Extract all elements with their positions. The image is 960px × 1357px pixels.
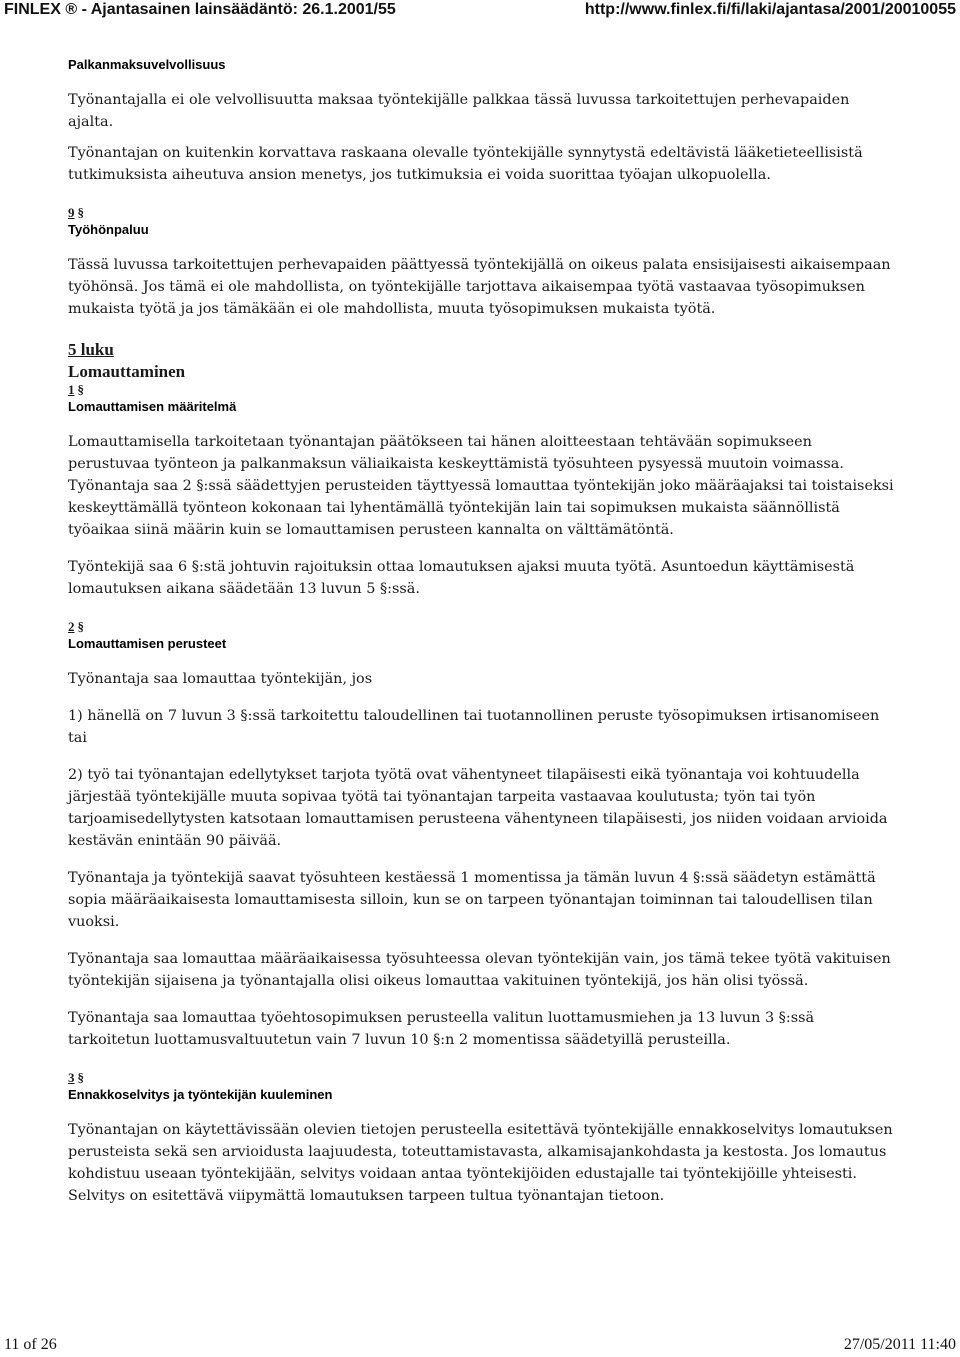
- section-9-link[interactable]: 9 §: [68, 205, 84, 220]
- section-9-title: Työhönpaluu: [68, 222, 149, 237]
- paragraph: Tässä luvussa tarkoitettujen perhevapaiden päättyessä työntekijällä on oikeus palata ensisijaisesti aikaisempaan työhönsä. Jos tämä ei ole mahdollista, on työntekijälle tarjottava aikaisempaa työtä vastaavaa työsopimuksen mukaista työtä ja jos tämäkään ei ole mahdollista, muuta työsopimuksen mukaista työtä.: [68, 257, 891, 317]
- print-timestamp: 27/05/2011 11:40: [843, 1336, 956, 1353]
- section-1-title: Lomauttamisen määritelmä: [68, 399, 237, 414]
- section-3-link[interactable]: 3 §: [68, 1070, 84, 1085]
- paragraph: Työnantajan on kuitenkin korvattava raskaana olevalle työntekijälle synnytystä edeltävistä lääketieteellisistä tutkimuksista aiheutuva ansion menetys, jos tutkimuksia ei voida suorittaa työajan ulkopuolella.: [68, 145, 863, 183]
- paragraph: Työnantaja ja työntekijä saavat työsuhteen kestäessä 1 momentissa ja tämän luvun 4 §:ssä säädetyn estämättä sopia määräaikaisesta lomauttamisesta silloin, kun se on tarpeen työnantajan toiminnan tai taloudellisen tilan vuoksi.: [68, 870, 876, 930]
- paragraph: 2) työ tai työnantajan edellytykset tarjota työtä ovat vähentyneet tilapäisesti eikä työnantaja voi kohtuudella järjestää työntekijälle muuta sopivaa työtä tai työnantajan tarpeita vastaavaa koulutusta; työn tai työn tarjoamisedellytysten katsotaan lomauttamisen perusteena vähentyneen tilapäisesti, jos niiden voidaan arvioida kestävän enintään 90 päivää.: [68, 767, 888, 849]
- section-1-link[interactable]: 1 §: [68, 382, 84, 397]
- document-body: [68, 56, 894, 1207]
- paragraph: Työnantajalla ei ole velvollisuutta maksaa työntekijälle palkkaa tässä luvussa tarkoitettujen perhevapaiden ajalta.: [68, 92, 850, 130]
- heading-palkanmaksuvelvollisuus: Palkanmaksuvelvollisuus: [68, 57, 226, 72]
- header-url[interactable]: http://www.finlex.fi/fi/laki/ajantasa/2001/20010055: [584, 1, 956, 18]
- paragraph: Työnantajan on käytettävissään olevien tietojen perusteella esitettävä työntekijälle ennakkoselvitys lomautuksen perusteista sekä sen arvioidusta laajuudesta, toteuttamistavasta, alkamisajankohdasta ja kestosta. Jos lomautus kohdistuu useaan työntekijään, selvitys voidaan antaa työntekijöiden edustajalle tai työntekijöille yhteisesti. Selvitys on esitettävä viipymättä lomautuksen tarpeen tultua työnantajan tietoon.: [68, 1122, 893, 1204]
- chapter-5-link[interactable]: 5 luku: [68, 340, 114, 359]
- paragraph: Työnantaja saa lomauttaa työntekijän, jos: [68, 671, 373, 687]
- page-counter: 11 of 26: [4, 1336, 57, 1353]
- chapter-title: Lomauttaminen: [68, 362, 186, 381]
- section-2-title: Lomauttamisen perusteet: [68, 636, 227, 651]
- paragraph: Työnantaja saa lomauttaa määräaikaisessa työsuhteessa olevan työntekijän vain, jos tämä tekee työtä vakituisen työntekijän sijaisena ja työnantajalla olisi oikeus lomauttaa vakituinen työntekijä, jos hän olisi työssä.: [68, 951, 891, 989]
- header-title: FINLEX ® - Ajantasainen lainsäädäntö: 26.1.2001/55: [4, 1, 396, 18]
- section-3-title: Ennakkoselvitys ja työntekijän kuuleminen: [68, 1087, 333, 1102]
- paragraph: Lomauttamisella tarkoitetaan työnantajan päätökseen tai hänen aloitteestaan tehtävään sopimukseen perustuvaa työnteon ja palkanmaksun väliaikaista keskeyttämistä työsuhteen pysyessä muutoin voimassa. Työnantaja saa 2 §:ssä säädettyjen perusteiden täyttyessä lomauttaa työntekijän joko määräajaksi tai toistaiseksi keskeyttämällä työnteon kokonaan tai lyhentämällä työntekijän lain tai sopimuksen mukaista säännöllistä työaikaa siinä määrin kuin se lomauttamisen perusteen kannalta on välttämätöntä.: [68, 434, 894, 538]
- paragraph: 1) hänellä on 7 luvun 3 §:ssä tarkoitettu taloudellinen tai tuotannollinen peruste työsopimuksen irtisanomiseen tai: [68, 708, 880, 746]
- section-2-link[interactable]: 2 §: [68, 619, 84, 634]
- paragraph: Työntekijä saa 6 §:stä johtuvin rajoituksin ottaa lomautuksen ajaksi muuta työtä. Asuntoedun käyttämisestä lomautuksen aikana säädetään 13 luvun 5 §:ssä.: [68, 559, 855, 597]
- paragraph: Työnantaja saa lomauttaa työehtosopimuksen perusteella valitun luottamusmiehen ja 13 luvun 3 §:ssä tarkoitetun luottamusvaltuutetun vain 7 luvun 10 §:n 2 momentissa säädetyillä perusteilla.: [68, 1010, 815, 1048]
